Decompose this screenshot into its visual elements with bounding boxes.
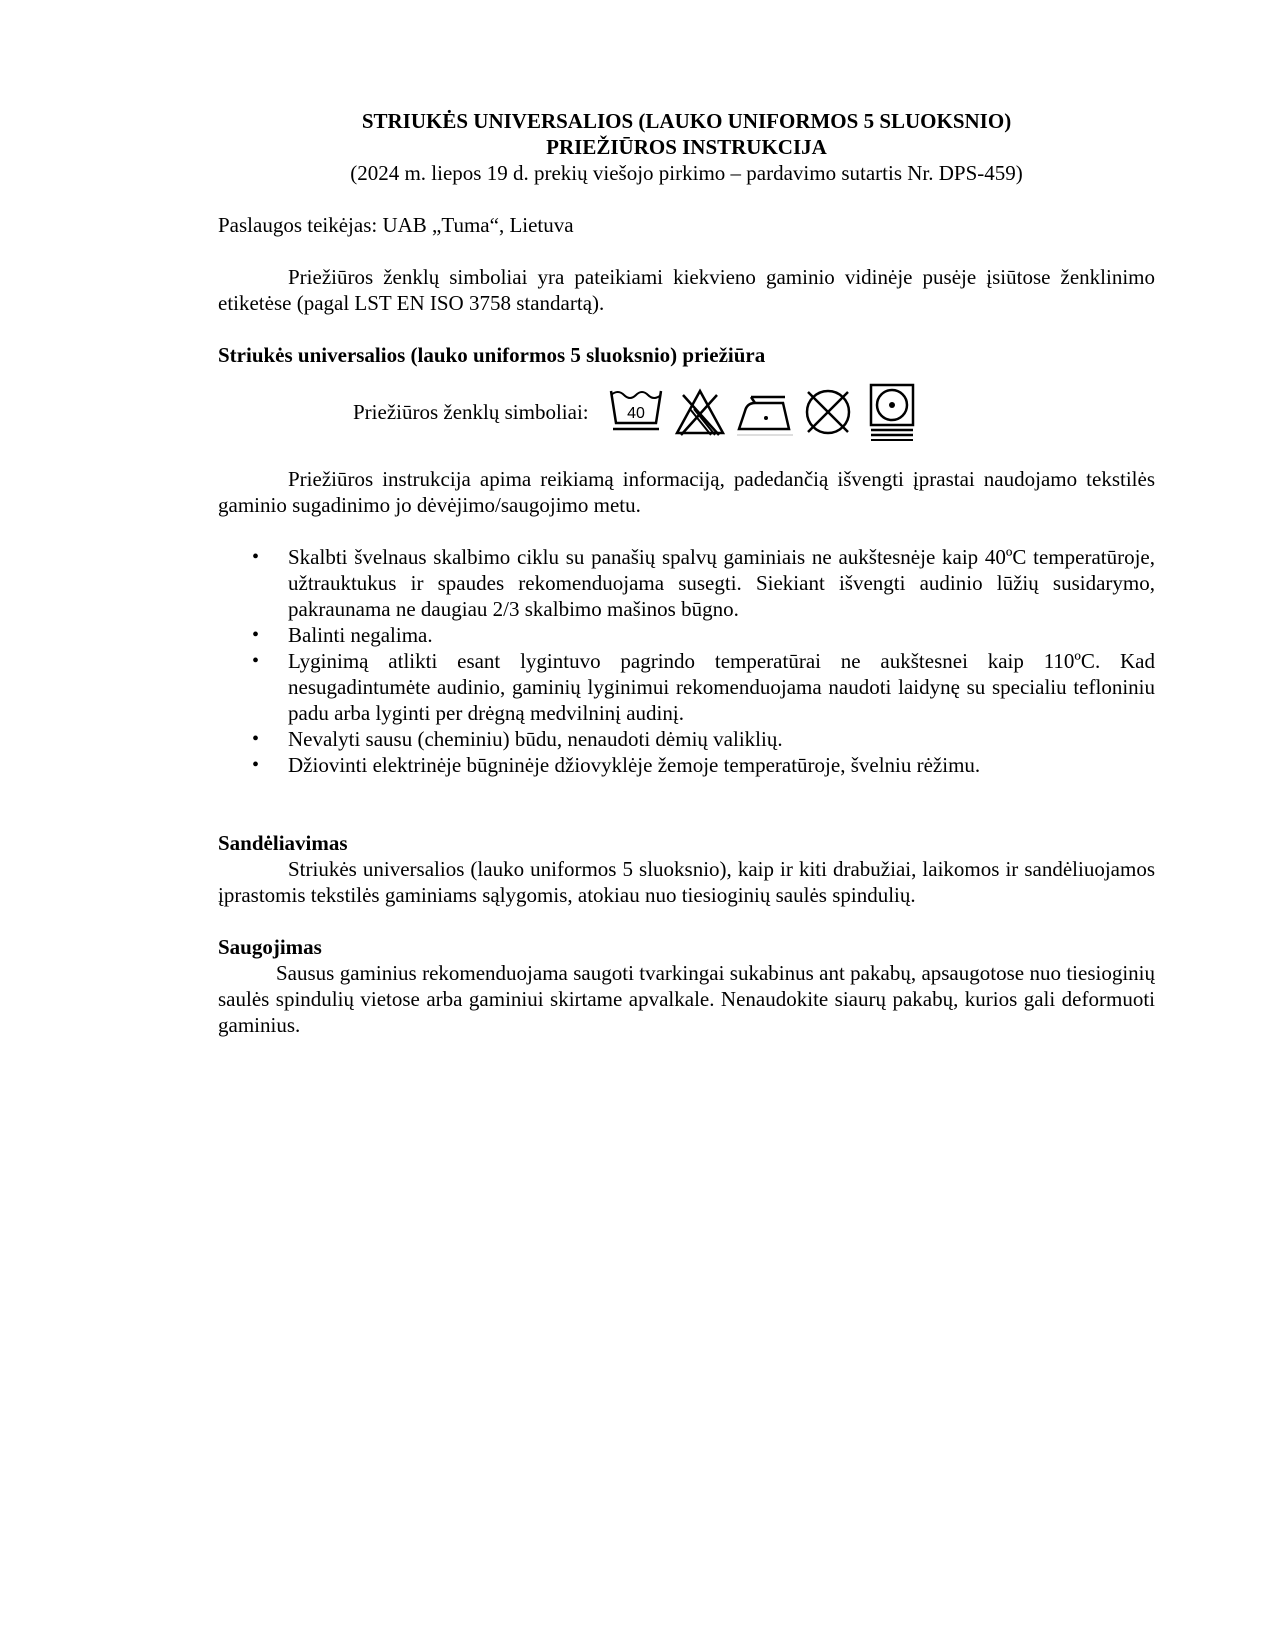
instruction-paragraph: Priežiūros instrukcija apima reikiamą informaciją, padedančią išvengti įprastai naudojamo tekstilės gaminio sugadinimo jo dėvėjimo/saugojimo metu. xyxy=(218,467,1155,517)
list-item-text: Nevalyti sausu (cheminiu) būdu, nenaudoti dėmių valiklių. xyxy=(288,727,783,751)
iron-low-icon xyxy=(735,383,793,441)
list-item xyxy=(218,622,1155,648)
document-subtitle: PRIEŽIŪROS INSTRUKCIJA xyxy=(546,135,827,159)
list-item xyxy=(218,544,1155,622)
document-title: STRIUKĖS UNIVERSALIOS (LAUKO UNIFORMOS 5 SLUOKSNIO) xyxy=(361,109,1012,133)
storage-heading: Sandėliavimas xyxy=(218,831,348,855)
list-item xyxy=(218,726,1155,752)
wash-temp-label: 40 xyxy=(626,405,645,422)
title-block xyxy=(218,108,1155,186)
no-dry-clean-icon xyxy=(799,383,857,441)
list-item xyxy=(218,648,1155,726)
bullet-marker: • xyxy=(252,624,260,646)
contract-reference: (2024 m. liepos 19 d. prekių viešojo pirkimo – pardavimo sutartis Nr. DPS-459) xyxy=(350,161,1023,185)
list-item-text: Skalbti švelnaus skalbimo ciklu su panašių spalvų gaminiais ne aukštesnėje kaip 40ºC temperatūroje, užtrauktukus ir spaudes rekomenduojama susegti. Siekiant išvengti audinio lūžių susidarymo, pakraunama ne daugiau 2/3 skalbimo mašinos būgno. xyxy=(288,545,1155,621)
intro-paragraph: Priežiūros ženklų simboliai yra pateikiami kiekvieno gaminio vidinėje pusėje įsiūtose ženklinimo etiketėse (pagal LST EN ISO 3758 standartą). xyxy=(218,265,1155,315)
care-symbols-row xyxy=(218,382,1155,442)
bullet-marker: • xyxy=(252,650,260,672)
list-item xyxy=(218,752,1155,778)
no-bleach-icon xyxy=(671,383,729,441)
wash-40-gentle-icon xyxy=(607,383,665,441)
storage-paragraph: Striukės universalios (lauko uniformos 5 sluoksnio), kaip ir kiti drabužiai, laikomos ir sandėliuojamos įprastomis tekstilės gaminiams sąlygomis, atokiau nuo tiesioginių saulės spindulių. xyxy=(218,857,1155,907)
bullet-marker: • xyxy=(252,754,260,776)
document-page xyxy=(218,108,1155,1038)
care-heading: Striukės universalios (lauko uniformos 5 sluoksnio) priežiūra xyxy=(218,343,766,367)
care-instructions-list xyxy=(218,544,1155,778)
bullet-marker: • xyxy=(252,546,260,568)
keeping-paragraph: Sausus gaminius rekomenduojama saugoti tvarkingai sukabinus ant pakabų, apsaugotose nuo tiesioginių saulės spindulių vietose arba gaminiui skirtame apvalkale. Nenaudokite siaurų pakabų, kurios gali deformuoti gaminius. xyxy=(218,961,1155,1037)
care-symbols-label: Priežiūros ženklų simboliai: xyxy=(353,400,589,424)
list-item-text: Balinti negalima. xyxy=(288,623,433,647)
list-item-text: Lyginimą atlikti esant lygintuvo pagrindo temperatūrai ne aukštesnei kaip 110ºC. Kad nesugadintumėte audinio, gaminių lyginimui rekomenduojama naudoti laidynę su specialiu tefloniniu padu arba lyginti per drėgną medvilninį audinį. xyxy=(288,649,1155,725)
tumble-dry-low-icon xyxy=(863,383,921,441)
keeping-heading: Saugojimas xyxy=(218,935,322,959)
list-item-text: Džiovinti elektrinėje būgninėje džiovyklėje žemoje temperatūroje, švelniu rėžimu. xyxy=(288,753,981,777)
service-provider: Paslaugos teikėjas: UAB „Tuma“, Lietuva xyxy=(218,213,574,237)
bullet-marker: • xyxy=(252,728,260,750)
